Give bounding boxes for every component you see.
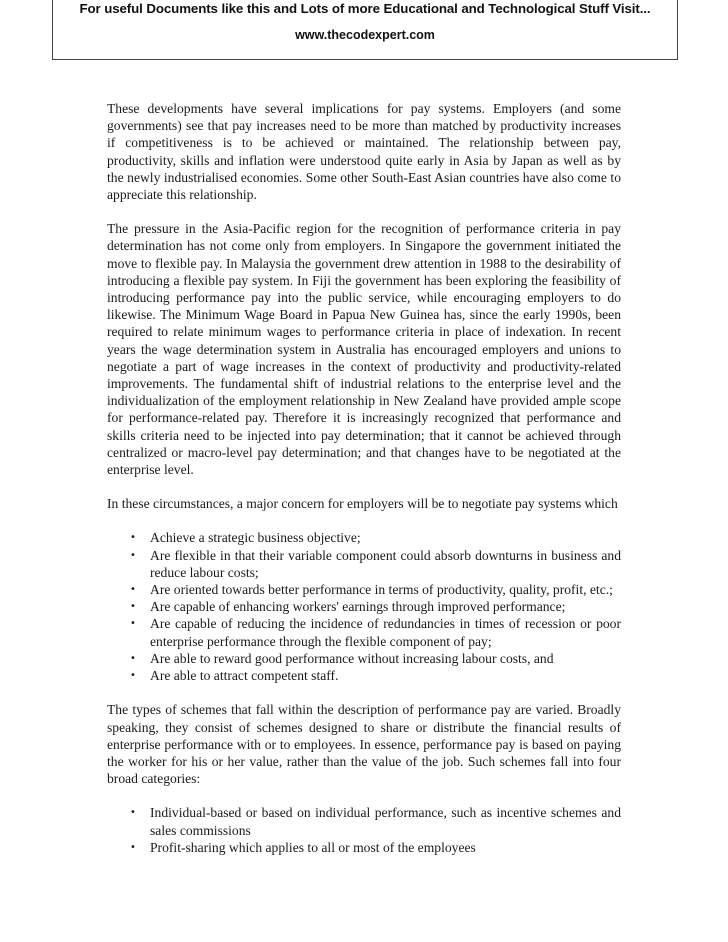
list-item-text: Are flexible in that their variable component could absorb downturns in business and reduce labour costs; [150, 547, 621, 580]
list-item [130, 547, 621, 581]
bullet-icon: • [130, 807, 136, 819]
list-item-text: Achieve a strategic business objective; [150, 530, 361, 546]
list-item [130, 667, 621, 684]
list-item-text: Profit-sharing which applies to all or most of the employees [150, 839, 476, 855]
list-item-text: Are able to reward good performance without increasing labour costs, and [150, 650, 554, 666]
banner-website-link[interactable]: www.thecodexpert.com [295, 28, 435, 42]
bullet-icon: • [130, 549, 136, 561]
bullet-icon: • [130, 532, 136, 544]
bullet-icon: • [130, 584, 136, 596]
list-item [130, 598, 621, 615]
scheme-categories-list [107, 804, 621, 856]
paragraph-employer-concern: In these circumstances, a major concern for employers will be to negotiate pay systems which [107, 496, 618, 512]
bullet-icon: • [130, 670, 136, 682]
paragraph-scheme-types: The types of schemes that fall within the description of performance pay are varied. Broadly speaking, they consist of schemes designed to share or distribute the financial results of enterprise performance with or to employees. In essence, performance pay is based on paying the worker for his or her value, rather than the value of the job. Such schemes fall into four broad categories: [107, 702, 621, 787]
list-item [130, 529, 621, 546]
bullet-icon: • [130, 601, 136, 613]
list-item-text: Are capable of enhancing workers' earnings through improved performance; [150, 599, 566, 615]
bullet-icon: • [130, 618, 136, 630]
pay-system-objectives-list [107, 529, 621, 684]
list-item [130, 615, 621, 649]
paragraph-asia-pacific-pressure: The pressure in the Asia-Pacific region for the recognition of performance criteria in pay determination has not come only from employers. In Singapore the government initiated the move to flexible pay. In Malaysia the government drew attention in 1988 to the desirability of introducing a flexible pay system. In Fiji the government has been exploring the feasibility of introducing performance pay into the public service, while encouraging employers to do likewise. The Minimum Wage Board in Papua New Guinea has, since the early 1990s, been required to relate minimum wages to performance criteria in place of indexation. In recent years the wage determination system in Australia has encouraged employers and unions to negotiate a part of wage increases in the context of productivity and productivity-related improvements. The fundamental shift of industrial relations to the enterprise level and the individualization of the employment relationship in New Zealand have provided ample scope for performance-related pay. Therefore it is increasingly recognized that performance and skills criteria need to be injected into pay determination; that it cannot be achieved through centralized or macro-level pay determination; and that changes have to be negotiated at the enterprise level. [107, 221, 621, 478]
list-item [130, 650, 621, 667]
bullet-icon: • [130, 652, 136, 664]
list-item [130, 839, 621, 856]
list-item-text: Are able to attract competent staff. [150, 668, 339, 684]
header-banner [52, 0, 678, 60]
paragraph-implications: These developments have several implications for pay systems. Employers (and some governments) see that pay increases need to be more than matched by productivity increases if competitiveness is to be achieved or maintained. The relationship between pay, productivity, skills and inflation were understood quite early in Asia by Japan as well as by the newly industrialised economies. Some other South-East Asian countries have also come to appreciate this relationship. [107, 101, 621, 203]
list-item-text: Are capable of reducing the incidence of redundancies in times of recession or poor enterprise performance through the flexible component of pay; [150, 616, 621, 649]
banner-promo-text: For useful Documents like this and Lots of more Educational and Technological Stuff Visit... [79, 1, 651, 16]
list-item [130, 581, 621, 598]
list-item-text: Are oriented towards better performance in terms of productivity, quality, profit, etc.; [150, 582, 613, 598]
list-item [130, 804, 621, 838]
list-item-text: Individual-based or based on individual performance, such as incentive schemes and sales commissions [150, 805, 621, 838]
document-body [107, 100, 621, 873]
bullet-icon: • [130, 841, 136, 853]
